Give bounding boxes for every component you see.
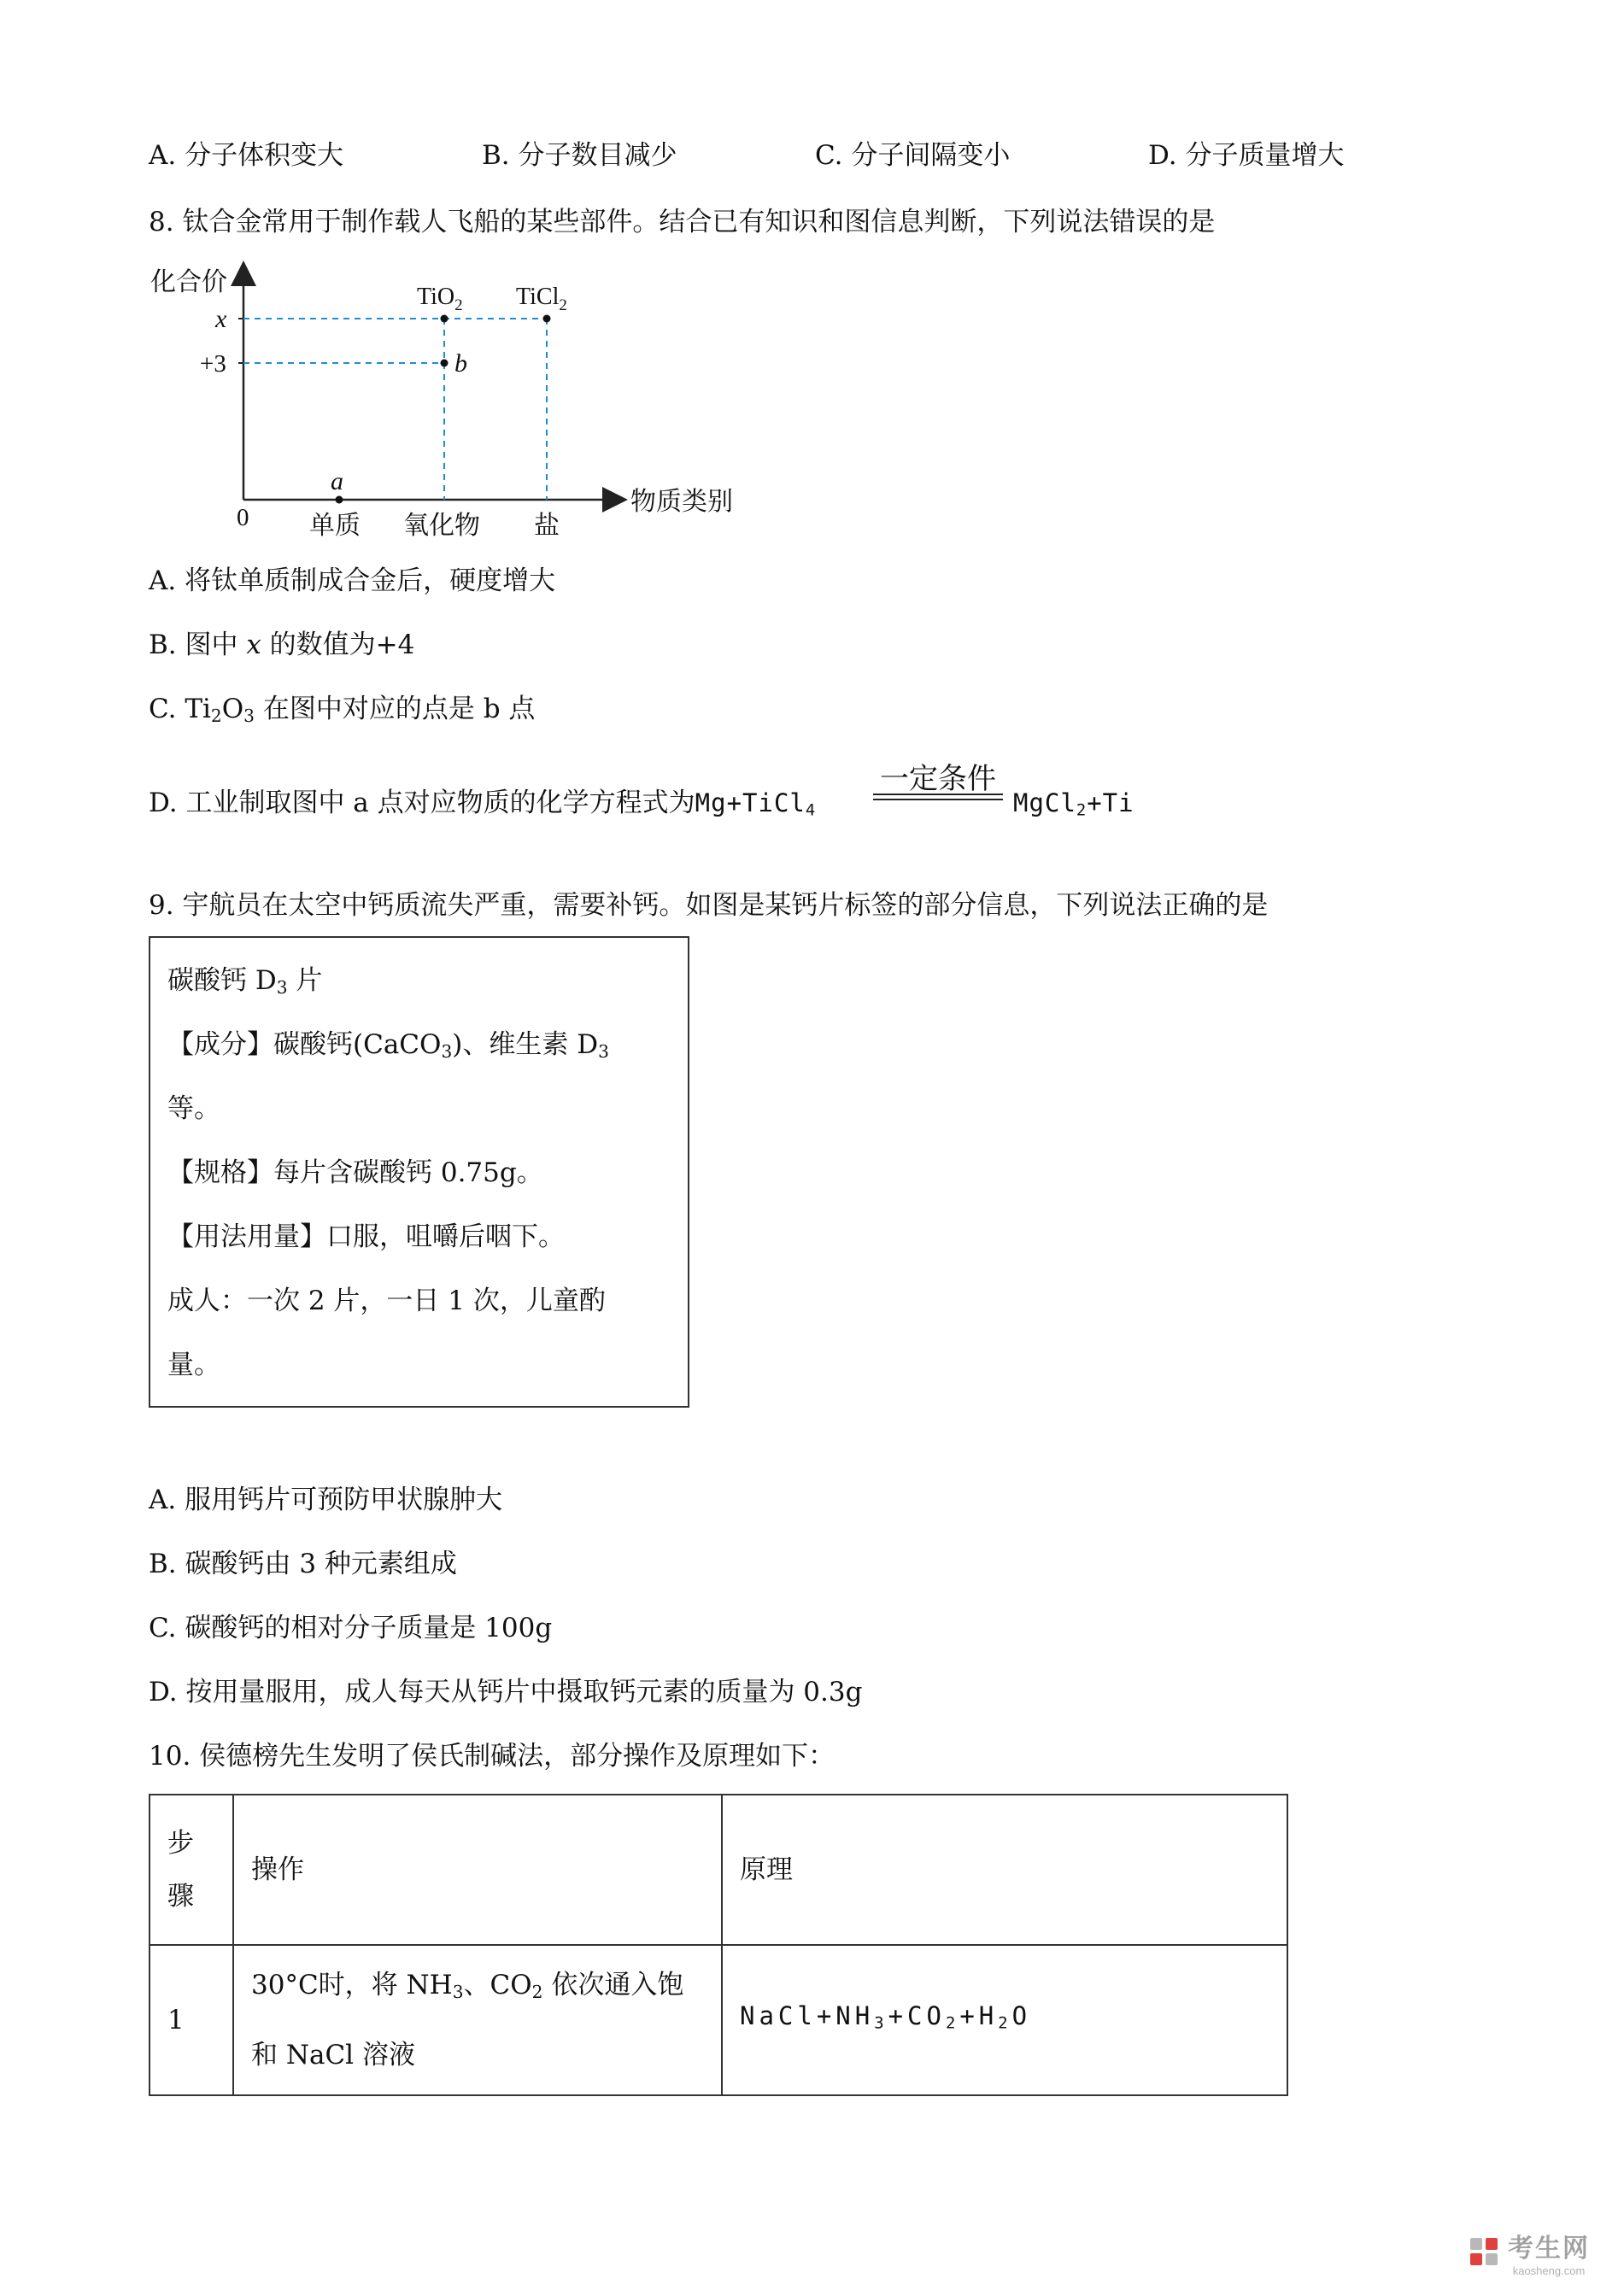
row1-operation: 30°C时，将 $NH_3$、$CO_2$ 依次通入饱 和 NaCl 溶液 xyxy=(233,1945,722,2095)
equation-double-bar xyxy=(873,794,1003,800)
table-header-row xyxy=(150,1795,1287,1945)
watermark-text: 考生网 xyxy=(1508,2234,1590,2263)
label-ingredients: 【成分】碳酸钙(CaCO$_3$)、维生素 $D_3$ xyxy=(167,1029,609,1063)
row1-step: 1 xyxy=(150,1945,233,2095)
label-dose: 成人：一次 2 片，一日 1 次，儿童酌 xyxy=(167,1286,606,1316)
tio2-label: TiO$_2$ xyxy=(417,284,463,314)
q8-valence-chart xyxy=(137,252,769,547)
row1-principle: $NaCl+NH_3+CO_2+H_2O$ xyxy=(722,1945,1287,2095)
origin-label: 0 xyxy=(237,504,249,531)
kaosheng-logo-icon xyxy=(1470,2238,1499,2267)
q8-stem: 8. 钛合金常用于制作载人飞船的某些部件。结合已有知识和图信息判断，下列说法错误的是 xyxy=(149,207,1216,237)
q9-option-b: B. 碳酸钙由 3 种元素组成 xyxy=(149,1549,457,1579)
q8-option-c: C. $Ti_2O_3$ 在图中对应的点是 b 点 xyxy=(149,694,536,727)
header-step: 步 骤 xyxy=(150,1795,233,1945)
ticl2-label: TiCl$_2$ xyxy=(516,284,567,314)
q9-option-c: C. 碳酸钙的相对分子质量是 100g xyxy=(149,1613,553,1643)
q8-option-a: A. 将钛单质制成合金后，硬度增大 xyxy=(149,565,556,596)
point-a-label: a xyxy=(331,467,343,495)
watermark xyxy=(1470,2227,1590,2277)
calcium-tablet-label xyxy=(149,936,689,1408)
point-a xyxy=(336,496,343,504)
q9-option-d: D. 按用量服用，成人每天从钙片中摄取钙元素的质量为 0.3g xyxy=(149,1677,863,1707)
category-element: 单质 xyxy=(309,512,361,540)
q9-stem: 9. 宇航员在太空中钙质流失严重，需要补钙。如图是某钙片标签的部分信息，下列说法正确的是 xyxy=(149,890,1269,921)
q9-option-a: A. 服用钙片可预防甲状腺肿大 xyxy=(149,1485,503,1515)
y-tick-3: +3 xyxy=(200,350,226,378)
table-row xyxy=(150,1945,1287,2095)
watermark-subtext: kaosheng.com xyxy=(1512,2264,1586,2277)
q8-option-b: B. 图中 x 的数值为+4 xyxy=(149,630,415,660)
q7-option-c: C. 分子间隔变小 xyxy=(815,140,1011,171)
label-ingredients-cont: 等。 xyxy=(167,1093,220,1124)
process-table xyxy=(149,1794,1288,2096)
label-dose-cont: 量。 xyxy=(167,1350,220,1380)
q7-option-b: B. 分子数目减少 xyxy=(482,140,677,171)
q8-option-d: D. 工业制取图中 a 点对应物质的化学方程式为Mg+TiCl$_4$ xyxy=(149,788,817,820)
point-b-label: b xyxy=(454,349,467,378)
category-oxide: 氧化物 xyxy=(403,512,480,540)
q7-option-d: D. 分子质量增大 xyxy=(1148,140,1345,171)
point-b xyxy=(441,360,449,367)
q10-stem: 10. 侯德榜先生发明了侯氏制碱法，部分操作及原理如下： xyxy=(149,1741,835,1772)
equation-products: MgCl$_2$+Ti xyxy=(1013,788,1134,820)
point-ticl2 xyxy=(543,315,551,323)
header-principle: 原理 xyxy=(722,1795,1287,1945)
x-axis-label: 物质类别 xyxy=(630,488,733,516)
label-spec: 【规格】每片含碳酸钙 0.75g。 xyxy=(167,1157,543,1188)
y-axis-label: 化合价 xyxy=(150,268,227,296)
q7-option-a: A. 分子体积变大 xyxy=(149,140,344,171)
equation-reactants: Mg+TiCl$_4$ xyxy=(695,788,817,820)
category-salt: 盐 xyxy=(534,512,560,540)
point-tio2 xyxy=(441,315,449,323)
header-operation: 操作 xyxy=(233,1795,722,1945)
label-usage: 【用法用量】口服，咀嚼后咽下。 xyxy=(167,1221,565,1252)
equation-condition: 一定条件 xyxy=(880,763,996,795)
y-tick-x: x xyxy=(215,305,227,333)
label-title: 碳酸钙 $D_3$ 片 xyxy=(167,965,323,999)
